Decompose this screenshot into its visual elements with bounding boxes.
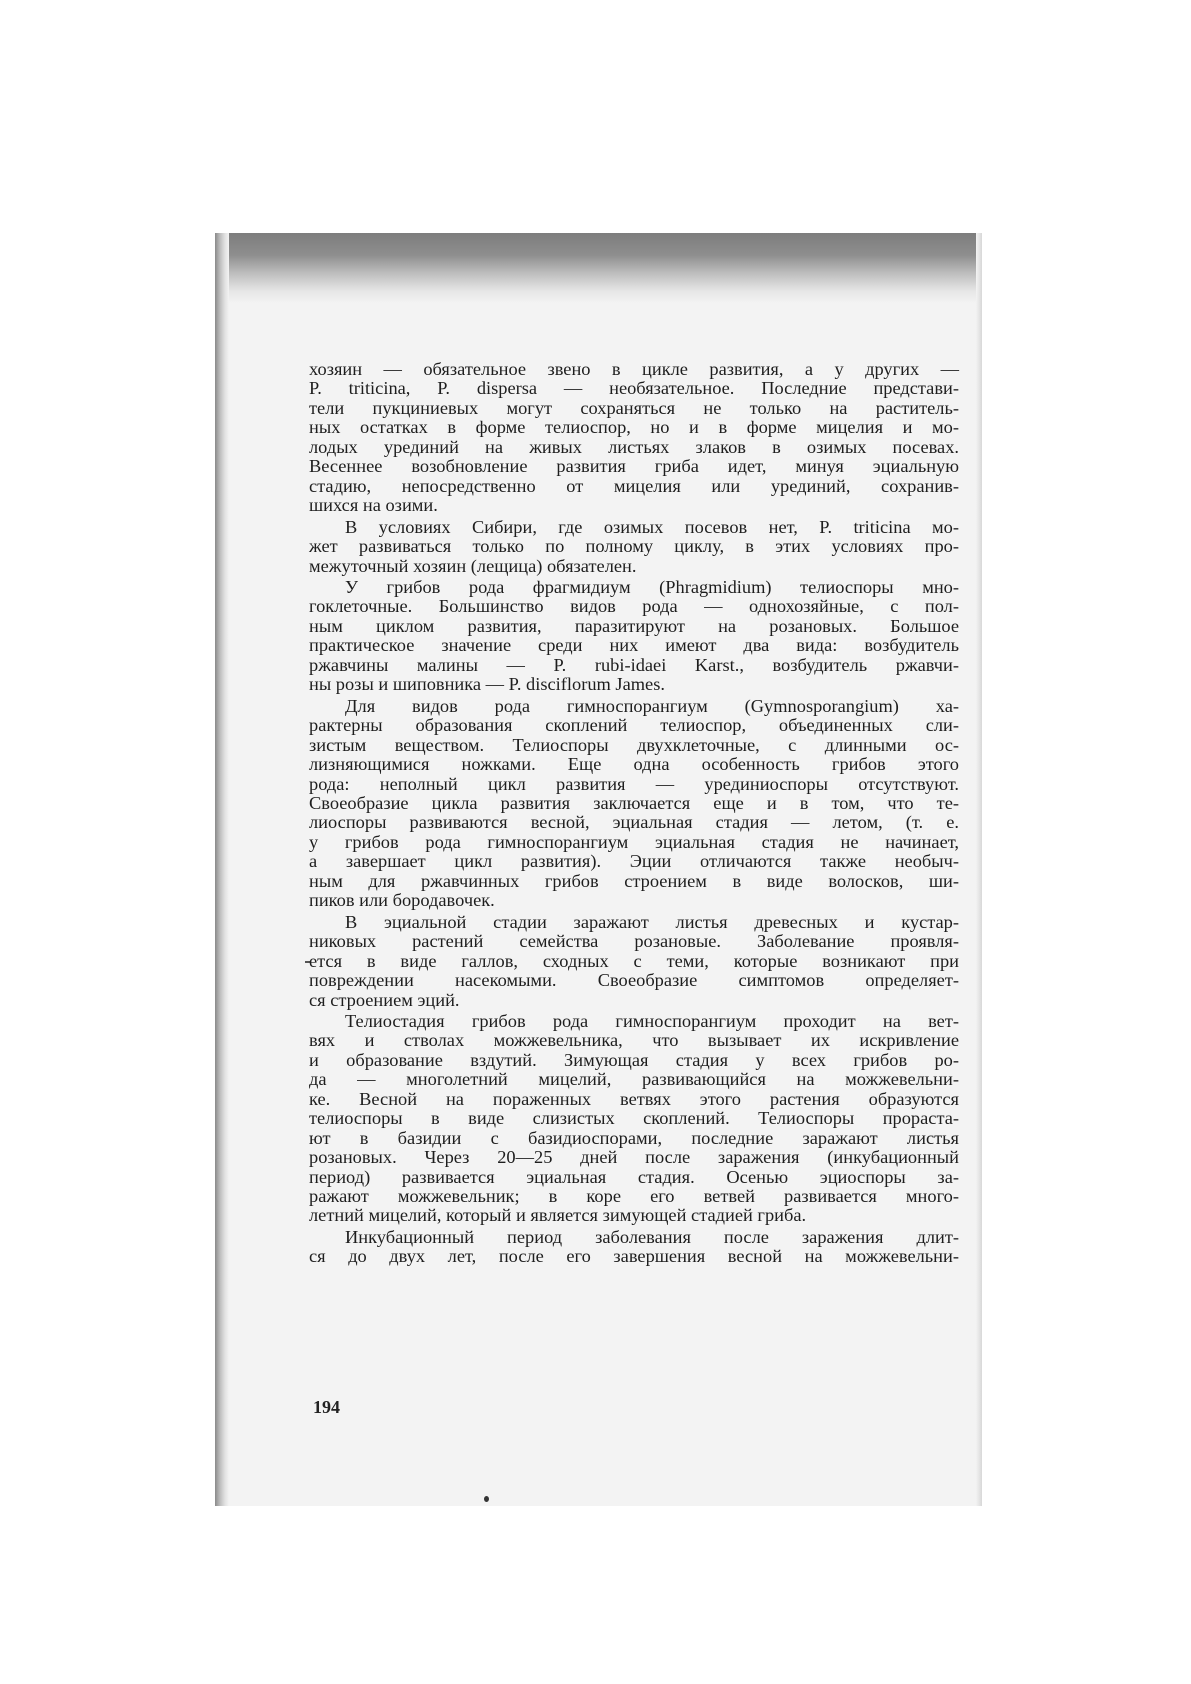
text-line: пиков или бородавочек. — [309, 890, 495, 911]
text-line: P. triticina, P. dispersa — необязательное. Последние представи- — [309, 378, 959, 399]
paragraph — [309, 578, 959, 695]
text-line: рода: неполный цикл развития — урединиоспоры отсутствуют. — [309, 773, 959, 794]
paragraph — [309, 1012, 959, 1226]
text-line: ным циклом развития, паразитируют на розановых. Большое — [309, 615, 959, 636]
text-line: лизняющимися ножками. Еще одна особенность грибов этого — [309, 754, 959, 775]
body-text — [309, 360, 959, 1267]
paragraph — [309, 913, 959, 1010]
text-line: Телиостадия грибов рода гимноспорангиум проходит на вет- — [345, 1010, 959, 1031]
text-line: жет развиваться только по полному циклу, в этих условиях про- — [309, 536, 959, 557]
scan-top-shadow — [215, 233, 982, 303]
text-line: да — многолетний мицелий, развивающийся на можжевельни- — [309, 1069, 959, 1090]
text-line: ны розы и шиповника — P. disciflorum James. — [309, 674, 665, 695]
text-line: ражают можжевельник; в коре его ветвей развивается много- — [309, 1186, 959, 1207]
text-line: повреждении насекомыми. Своеобразие симптомов определяет- — [309, 970, 959, 991]
text-line: ных остатках в форме телиоспор, но и в форме мицелия и мо- — [309, 417, 959, 438]
scan-left-shadow — [215, 233, 229, 1506]
paragraph — [309, 1228, 959, 1267]
text-line: и образование вздутий. Зимующая стадия у всех грибов ро- — [309, 1049, 959, 1070]
text-line: телиоспоры в виде слизистых скоплений. Телиоспоры прораста- — [309, 1108, 959, 1129]
paragraph — [309, 518, 959, 576]
text-line: шихся на озими. — [309, 495, 438, 516]
text-line: В эциальной стадии заражают листья древесных и кустар- — [345, 911, 959, 932]
text-line: период) развивается эциальная стадия. Осенью эциоспоры за- — [309, 1166, 959, 1187]
text-line: Весеннее возобновление развития гриба идет, минуя эциальную — [309, 456, 959, 477]
text-line: практическое значение среди них имеют два вида: возбудитель — [309, 635, 959, 656]
scan-dot — [484, 1496, 489, 1502]
text-line: стадию, непосредственно от мицелия или урединий, сохранив- — [309, 475, 959, 496]
text-line: хозяин — обязательное звено в цикле развития, а у других — — [309, 359, 959, 379]
page-number: 194 — [313, 1397, 340, 1417]
text-line: никовых растений семейства розановые. Заболевание проявля- — [309, 931, 959, 952]
text-line: у грибов рода гимноспорангиум эциальная стадия не начинает, — [309, 831, 959, 852]
text-line: лодых урединий на живых листьях злаков в озимых посевах. — [309, 436, 959, 457]
text-line: тели пукциниевых могут сохраняться не только на раститель- — [309, 397, 959, 418]
text-line: В условиях Сибири, где озимых посевов нет, P. triticina мо- — [345, 516, 959, 537]
text-line: ся строением эций. — [309, 989, 460, 1010]
text-line: Инкубационный период заболевания после заражения длит- — [345, 1226, 959, 1247]
text-line: рактерны образования скоплений телиоспор, объединенных сли- — [309, 715, 959, 736]
text-line: У грибов рода фрагмидиум (Phragmidium) телиоспоры мно- — [345, 576, 959, 597]
text-line: ным для ржавчинных грибов строением в виде волосков, ши- — [309, 870, 959, 891]
text-line: Своеобразие цикла развития заключается еще и в том, что те- — [309, 792, 959, 813]
text-line: ется в виде галлов, сходных с теми, которые возникают при — [309, 950, 959, 971]
text-line: летний мицелий, который и является зимующей стадией гриба. — [309, 1205, 807, 1226]
paragraph — [309, 697, 959, 911]
text-line: межуточный хозяин (лещица) обязателен. — [309, 555, 637, 576]
text-line: а завершает цикл развития). Эции отличаются также необыч- — [309, 851, 959, 872]
text-line: ся до двух лет, после его завершения весной на можжевельни- — [309, 1246, 959, 1267]
text-line: розановых. Через 20—25 дней после заражения (инкубационный — [309, 1147, 959, 1168]
text-line: ке. Весной на пораженных ветвях этого растения образуются — [309, 1088, 959, 1109]
text-line: Для видов рода гимноспорангиум (Gymnosporangium) ха- — [345, 695, 959, 716]
text-line: зистым веществом. Телиоспоры двухклеточные, с длинными ос- — [309, 734, 959, 755]
scan-right-edge — [976, 233, 982, 1506]
text-line: лиоспоры развиваются весной, эциальная стадия — летом, (т. е. — [309, 812, 959, 833]
text-line: вях и стволах можжевельника, что вызывает их искривление — [309, 1030, 959, 1051]
paragraph — [309, 360, 959, 516]
text-line: гоклеточные. Большинство видов рода — однохозяйные, с пол- — [309, 596, 959, 617]
text-line: ют в базидии с базидиоспорами, последние заражают листья — [309, 1127, 959, 1148]
text-line: ржавчины малины — P. rubi-idaei Karst., возбудитель ржавчи- — [309, 654, 959, 675]
